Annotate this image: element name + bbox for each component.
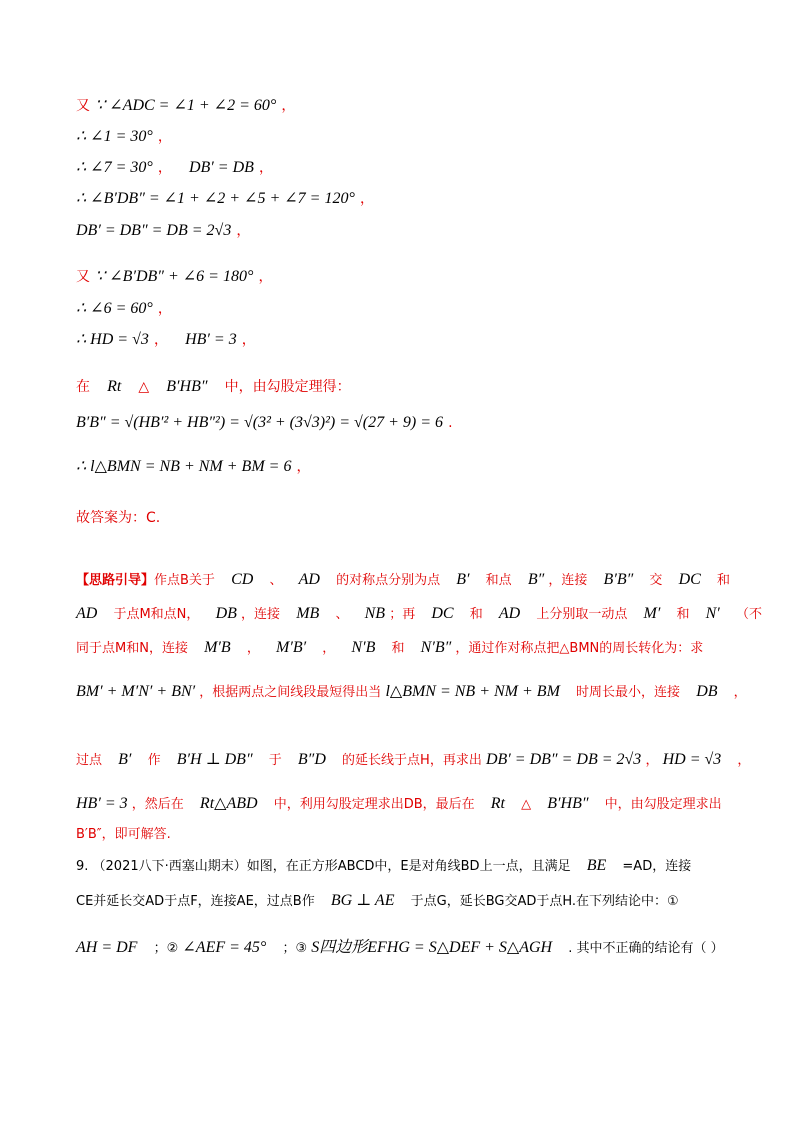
text: 又	[76, 98, 90, 114]
hint-line-3: 同于点M和N，连接 M′B ， M′B′ ， N′B 和 N′B″ ，通过作对称点把△BMN的周长转化为：求	[76, 639, 704, 656]
solution-line-6	[76, 268, 272, 285]
math: ∴ ∠6 = 60°	[76, 300, 153, 317]
solution-line-11	[76, 458, 311, 475]
text: ，	[296, 459, 311, 475]
math: DB′ = DB″ = DB = 2√3	[76, 222, 232, 239]
text: ，	[259, 160, 274, 176]
math: DB′ = DB	[188, 159, 254, 176]
text: 中，由勾股定理得：	[224, 379, 351, 395]
solution-line-3: ∴ ∠7 = 30° ， DB′ = DB ，	[76, 159, 274, 176]
math: B′B″ = √(HB′² + HB″²) = √(3² + (3√3)²) = √(27 + 9) = 6	[76, 414, 444, 431]
hint-line-1: 【思路引导】作点B关于 CD 、 AD 的对称点分别为点 B′ 和点 B″ ，连接 B′B″ 交 DC 和	[76, 571, 730, 588]
math: HB′ = 3	[185, 331, 237, 348]
solution-line-9	[76, 378, 351, 395]
text: ，	[157, 301, 172, 317]
hint-line-4: BM′ + M′N′ + BN′ ，根据两点之间线段最短得出当 l△BMN = NB + NM + BM 时周长最小，连接 DB ，	[76, 683, 747, 700]
math: ∵ ∠B′DB″ + ∠6 = 180°	[95, 268, 254, 285]
solution-line-7	[76, 300, 172, 317]
text: ，	[241, 332, 256, 348]
text: ，	[359, 191, 374, 207]
math: ∴ HD = √3	[76, 331, 149, 348]
text: 在	[76, 379, 90, 395]
hint-line-6: HB′ = 3 ，然后在 Rt△ABD 中，利用勾股定理求出DB，最后在 Rt △ B′HB″ 中，由勾股定理求出	[76, 795, 722, 812]
text: ，	[236, 223, 251, 239]
question-line-3: AH = DF ；② ∠AEF = 45° ；③ S四边形EFHG = S△DEF + S△AGH . 其中不正确的结论有（ ）	[76, 939, 724, 956]
math: ∴ ∠B′DB″ = ∠1 + ∠2 + ∠5 + ∠7 = 120°	[76, 190, 355, 207]
text: ，	[258, 269, 273, 285]
hint-label: 【思路引导】	[76, 573, 155, 588]
triangle-symbol: △	[138, 379, 150, 395]
hint-line-2: AD 于点M和点N， DB ，连接 MB 、 NB ；再 DC 和 AD 上分别取一动点 M′ 和 N′ （不	[76, 605, 762, 622]
question-line-2: CE并延长交AD于点F，连接AE，过点B作 BG ⊥ AE 于点G，延长BG交AD于点H.在下列结论中：①	[76, 892, 679, 909]
math: ∵ ∠ADC = ∠1 + ∠2 = 60°	[95, 97, 277, 114]
math: B′HB″	[166, 378, 208, 395]
text: .	[448, 415, 453, 431]
math: ∴ l△BMN = NB + NM + BM = 6	[76, 458, 292, 475]
solution-line-4	[76, 190, 374, 207]
answer-line: 故答案为：C.	[76, 510, 161, 526]
solution-line-5	[76, 222, 250, 239]
math: Rt	[107, 378, 122, 395]
text: ，	[281, 98, 296, 114]
text: 又	[76, 269, 90, 285]
hint-line-5: 过点 B′ 作 B′H ⊥ DB″ 于 B″D 的延长线于点H，再求出 DB′ = DB″ = DB = 2√3 ， HD = √3 ，	[76, 751, 751, 768]
hint-line-7: B′B″，即可解答.	[76, 827, 171, 842]
solution-line-2	[76, 128, 172, 145]
math: ∴ ∠7 = 30°	[76, 159, 153, 176]
solution-line-10	[76, 414, 453, 431]
question-line-1: 9. （2021八下·西塞山期末）如图，在正方形ABCD中，E是对角线BD上一点，且满足 BE =AD，连接	[76, 857, 692, 874]
text: ，	[157, 129, 172, 145]
solution-line-1	[76, 97, 295, 114]
math: ∴ ∠1 = 30°	[76, 128, 153, 145]
solution-line-8: ∴ HD = √3 ， HB′ = 3 ，	[76, 331, 256, 348]
